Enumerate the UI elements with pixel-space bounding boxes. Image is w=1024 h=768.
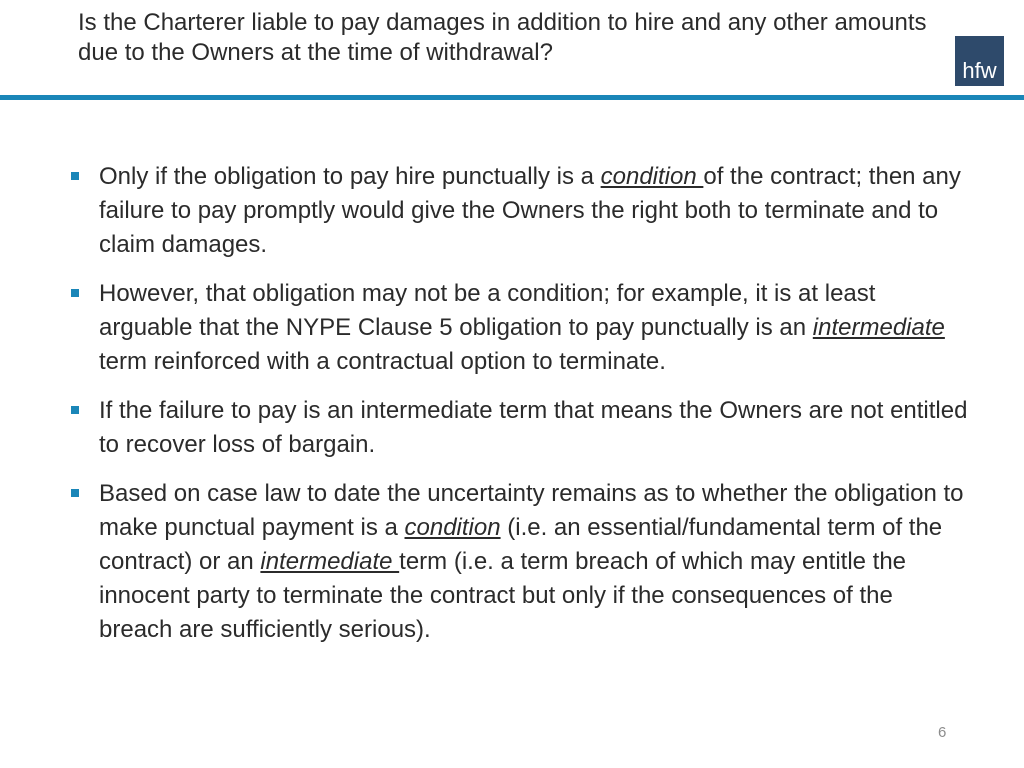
bullet-item-4 xyxy=(68,477,968,647)
bullet-square-icon xyxy=(71,406,79,414)
bullet-square-icon xyxy=(71,172,79,180)
bullet-2-text-part-1: However, that obligation may not be a condition; for example, it is at least arguable that the NYPE Clause 5 obligation to pay punctually is an xyxy=(99,280,876,341)
bullet-item-2 xyxy=(68,277,968,379)
bullet-2-emphasis-intermediate: intermediate xyxy=(812,314,945,341)
bullet-1-emphasis-condition: condition xyxy=(600,163,704,190)
slide-title: Is the Charterer liable to pay damages in addition to hire and any other amounts due to the Owners at the time of withdrawal? xyxy=(78,9,927,66)
bullet-4-emphasis-condition: condition xyxy=(404,514,501,541)
bullet-item-1 xyxy=(68,160,968,262)
bullet-4-emphasis-intermediate: intermediate xyxy=(260,548,400,575)
bullet-list xyxy=(68,160,968,662)
bullet-2-text-part-2: term reinforced with a contractual option to terminate. xyxy=(99,348,666,375)
bullet-1-text-part-1: Only if the obligation to pay hire punctually is a xyxy=(99,163,601,190)
bullet-3-text: If the failure to pay is an intermediate term that means the Owners are not entitled to recover loss of bargain. xyxy=(99,397,968,458)
page-number: 6 xyxy=(938,724,947,741)
hfw-logo xyxy=(955,36,1004,86)
header-divider xyxy=(0,95,1024,100)
bullet-square-icon xyxy=(71,489,79,497)
bullet-4-text-part-1: Based on case law to date the uncertainty remains as to whether the obligation to make punctual payment is a xyxy=(99,480,964,541)
bullet-item-3 xyxy=(68,394,968,462)
bullet-square-icon xyxy=(71,289,79,297)
bullet-4-text-part-3: term (i.e. a term breach of which may entitle the innocent party to terminate the contract but only if the consequences of the breach are sufficiently serious). xyxy=(99,548,907,643)
logo-text: hfw xyxy=(962,58,997,83)
bullet-1-text-part-2: of the contract; then any failure to pay promptly would give the Owners the right both to terminate and to claim damages. xyxy=(99,163,961,258)
bullet-4-text-part-2: (i.e. an essential/fundamental term of the contract) or an xyxy=(99,514,943,575)
